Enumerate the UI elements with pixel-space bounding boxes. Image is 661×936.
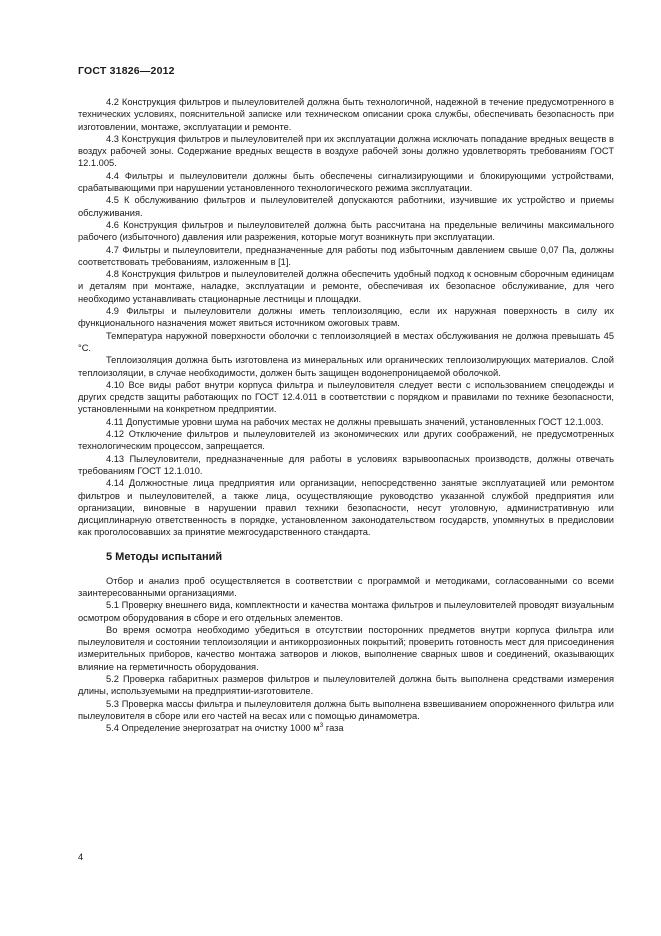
paragraph-4-13: 4.13 Пылеуловители, предназначенные для работы в условиях взрывоопасных производств, должны отвечать требованиям ГОСТ 12.1.010. [78, 453, 614, 476]
section-5-title: 5 Методы испытаний [106, 550, 223, 563]
paragraph-4-2: 4.2 Конструкция фильтров и пылеуловителей должна быть технологичной, надежной в течение предусмотренного в технических условиях, пояснительной записке или техническом описании срока службы, обеспечивать безопасность при изготовлении, монтаже, эксплуатации и ремонте. [78, 97, 614, 132]
paragraph-4-10: 4.10 Все виды работ внутри корпуса фильтра и пылеуловителя следует вести с использованием спецодежды и других средств защиты работающих по ГОСТ 12.4.011 в соответствии с порядком и правилами по технике безопасности, установленными на конкретном предприятии. [78, 379, 614, 415]
superscript-3: 3 [319, 722, 324, 730]
page-number: 4 [78, 852, 84, 862]
paragraph-5-4-text: 5.4 Определение энергозатрат на очистку 1000 м [106, 723, 320, 734]
paragraph-5-4 [78, 722, 614, 734]
paragraph-4-4: 4.4 Фильтры и пылеуловители должны быть обеспечены сигнализирующими и блокирующими устройствами, срабатывающими при нарушении установленного технологического режима эксплуатации. [78, 170, 614, 194]
paragraph-5-3: 5.3 Проверка массы фильтра и пылеуловителя должна быть выполнена взвешиванием опорожненного фильтра или пылеуловителя в сборе или его частей на весах или с помощью динамометра. [78, 698, 614, 721]
paragraph-4-3: 4.3 Конструкция фильтров и пылеуловителей при их эксплуатации должна исключать попадание вредных веществ в воздух рабочей зоны. Содержание вредных веществ в воздухе рабочей зоны должно удовлетворять требованиям ГОСТ 12.1.005. [78, 133, 614, 169]
paragraph-temperature: Температура наружной поверхности оболочки с теплоизоляцией в местах обслуживания не должна превышать 45 °С. [78, 330, 614, 353]
paragraph-4-12: 4.12 Отключение фильтров и пылеуловителей из экономических или других соображений, не предусмотренных технологическим процессом, запрещается. [78, 429, 614, 452]
paragraph-4-7: 4.7 Фильтры и пылеуловители, предназначенные для работы под избыточным давлением свыше 0,07 Па, должны соответствовать требованиям, изложенным в [1]. [78, 244, 614, 267]
paragraph-4-6: 4.6 Конструкция фильтров и пылеуловителей должна быть рассчитана на предельные величины максимального рабочего (избыточного) давления или разрежения, которые могут возникнуть при эксплуатации. [78, 219, 614, 243]
paragraph-inspection: Во время осмотра необходимо убедиться в отсутствии посторонних предметов внутри корпуса фильтра или пылеуловителя и состоянии теплоизоляции и антикоррозионных покрытий; проверить готовность мест для присоединения измерительных приборов, качество монтажа затворов и люков, выполнение сварных швов и соединений, оказывающих влияние на герметичность оборудования. [78, 624, 614, 672]
paragraph-5-4-tail: газа [323, 723, 344, 734]
paragraph-sampling: Отбор и анализ проб осуществляется в соответствии с программой и методиками, согласованными со всеми заинтересованными организациями. [78, 575, 614, 598]
document-header: ГОСТ 31826—2012 [78, 65, 175, 77]
paragraph-insulation: Теплоизоляция должна быть изготовлена из минеральных или органических теплоизолирующих материалов. Слой теплоизоляции, в случае необходимости, должен быть защищен водонепроницаемой оболочкой. [78, 355, 614, 378]
paragraph-4-8: 4.8 Конструкция фильтров и пылеуловителей должна обеспечить удобный подход к основным сборочным единицам и деталям при монтаже, наладке, эксплуатации и ремонте, обеспечивая их безопасное обслуживание, для чего необходимо устанавливать стационарные лестницы и площадки. [78, 269, 614, 304]
paragraph-4-14: 4.14 Должностные лица предприятия или организации, непосредственно занятые эксплуатацией или ремонтом фильтров и пылеуловителей, а также лица, осуществляющие руководство указанной службой предприятия или организации, виновные в нарушении правил техники безопасности, несут уголовную, административную или дисциплинарную ответственность в порядке, установленном законодательством государств, упомянутых в предисловии как проголосовавших за принятие межгосударственного стандарта. [78, 478, 614, 538]
paragraph-4-9: 4.9 Фильтры и пылеуловители должны иметь теплоизоляцию, если их наружная поверхность в силу их функционального назначения может явиться источником ожоговых травм. [78, 306, 614, 329]
paragraph-5-1: 5.1 Проверку внешнего вида, комплектности и качества монтажа фильтров и пылеуловителей проводят визуальным осмотром оборудования в сборе и его отдельных элементов. [78, 600, 614, 623]
paragraph-4-11: 4.11 Допустимые уровни шума на рабочих местах не должны превышать значений, установленных ГОСТ 12.1.003. [106, 416, 604, 427]
paragraph-5-2: 5.2 Проверка габаритных размеров фильтров и пылеуловителей должна быть выполнена средствами измерения длины, используемыми на предприятии-изготовителе. [78, 674, 614, 697]
paragraph-4-5: 4.5 К обслуживанию фильтров и пылеуловителей допускаются работники, изучившие их устройство и приемы обслуживания. [78, 195, 614, 218]
page-content [78, 96, 614, 735]
